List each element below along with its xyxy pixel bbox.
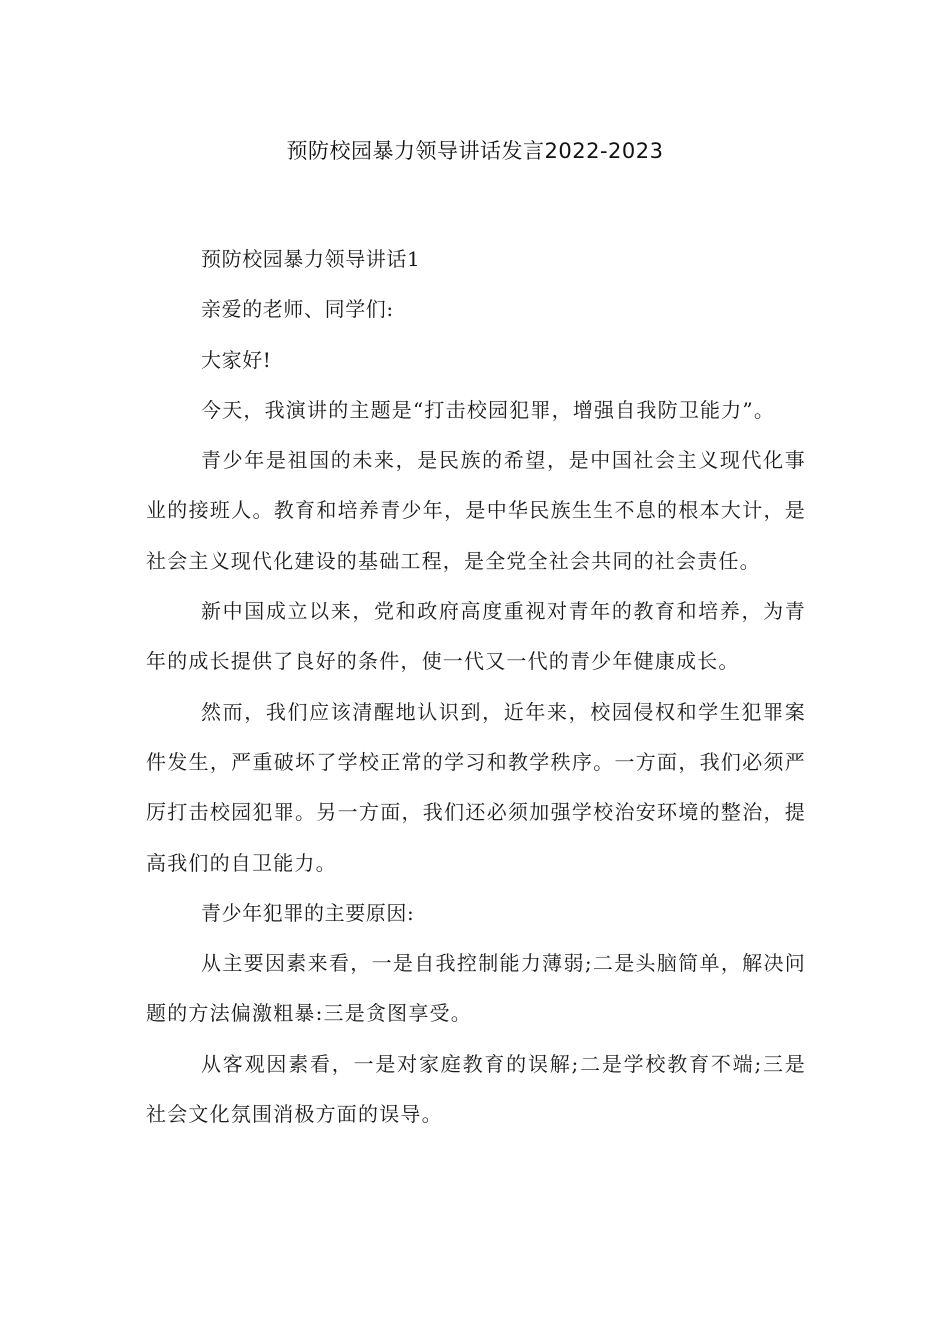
speech-heading: 预防校园暴力领导讲话1 <box>201 247 421 271</box>
greeting: 大家好! <box>201 347 272 372</box>
paragraph-subjective-factors: 从主要因素来看，一是自我控制能力薄弱;二是头脑简单，解决问题的方法偏激粗暴:三是贪图享受。 <box>146 951 806 1026</box>
paragraph-however: 然而，我们应该清醒地认识到，近年来，校园侵权和学生犯罪案件发生，严重破坏了学校正常的学习和教学秩序。一方面，我们必须严厉打击校园犯罪。另一方面，我们还必须加强学校治安环境的整治，提高我们的自卫能力。 <box>146 699 806 875</box>
document-body <box>146 234 806 1139</box>
document-title: 预防校园暴力领导讲话发言2022-2023 <box>286 139 664 163</box>
paragraph-topic: 今天，我演讲的主题是“打击校园犯罪，增强自我防卫能力”。 <box>201 397 776 422</box>
paragraph-objective-factors: 从客观因素看，一是对家庭教育的误解;二是学校教育不端;三是社会文化氛围消极方面的误导。 <box>146 1051 806 1127</box>
paragraph-new-china: 新中国成立以来，党和政府高度重视对青年的教育和培养，为青年的成长提供了良好的条件，使一代又一代的青少年健康成长。 <box>146 599 806 674</box>
paragraph-causes-heading: 青少年犯罪的主要原因: <box>201 900 415 925</box>
salutation: 亲爱的老师、同学们: <box>201 297 394 322</box>
paragraph-youth: 青少年是祖国的未来，是民族的希望，是中国社会主义现代化事业的接班人。教育和培养青少年，是中华民族生生不息的根本大计，是社会主义现代化建设的基础工程，是全党全社会共同的社会责任。 <box>146 448 806 573</box>
